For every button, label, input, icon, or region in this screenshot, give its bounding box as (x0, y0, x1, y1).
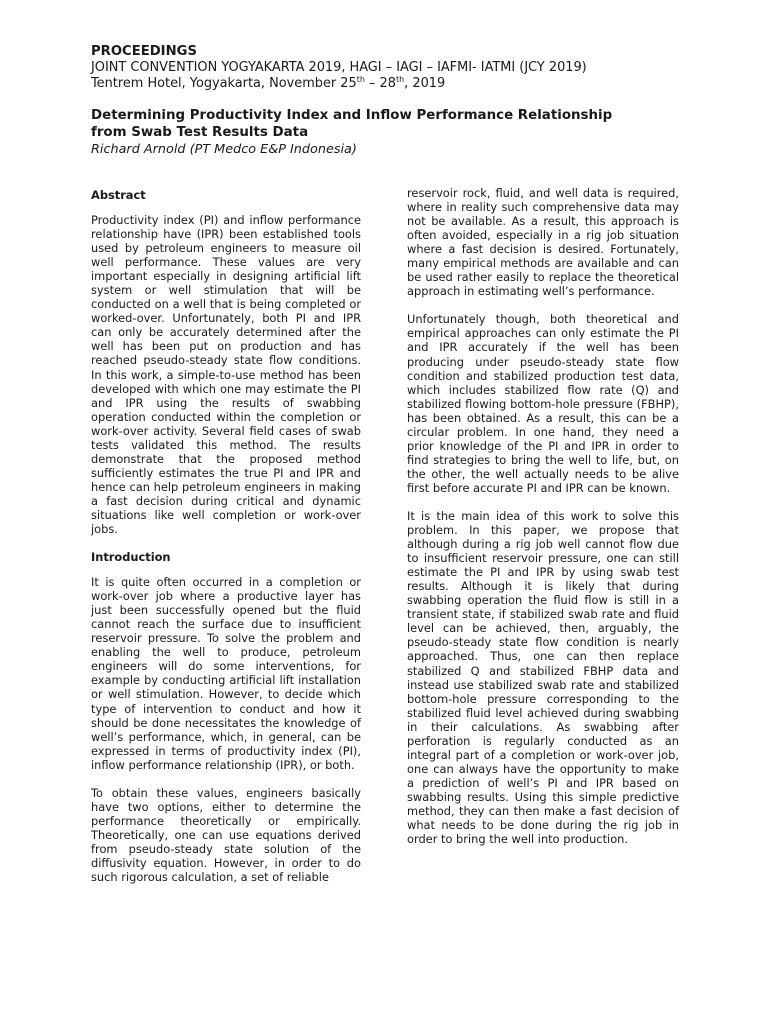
proceedings-label: PROCEEDINGS (91, 44, 197, 59)
body-columns (91, 188, 679, 898)
proceedings-header (91, 44, 679, 92)
paper-author: Richard Arnold (PT Medco E&P Indonesia) (91, 142, 357, 157)
paper-title-line-1: Determining Productivity Index and Inflow Performance Relationship (91, 108, 613, 123)
left-column (91, 188, 361, 898)
conference-name: JOINT CONVENTION YOGYAKARTA 2019, HAGI – IAGI – IAFMI- IATMI (JCY 2019) (91, 60, 587, 75)
intro-paragraph-4: Unfortunately though, both theoretical and empirical approaches can only estimate the PI and IPR accurately if the well has been producing under pseudo-steady state flow condition and stabilized production test data, which includes stabilized flow rate (Q) and stabilized flowing bottom-hole pressure (FBHP), has been obtained. As a result, this can be a circular problem. In one hand, they need a prior knowledge of the PI and IPR in order to find strategies to bring the well to life, but, on the other, the well actually needs to be alive first before accurate PI and IPR can be known. (407, 312, 679, 495)
paper-title (91, 107, 679, 141)
venue-year: , 2019 (404, 76, 446, 91)
conference-venue (91, 76, 679, 92)
venue-date-range: – 28 (364, 76, 396, 91)
intro-paragraph-1: It is quite often occurred in a completion or work-over job where a productive layer has just been successfully opened but the fluid cannot reach the surface due to insufficient reservoir pressure. To solve the problem and enabling the well to produce, petroleum engineers will do some interventions, for example by conducting artificial lift installation or well stimulation. However, to decide which type of intervention to conduct and how it should be done necessitates the knowledge of well’s performance, which, in general, can be expressed in terms of productivity index (PI), inflow performance relationship (IPR), or both. (91, 575, 361, 772)
date-superscript-end: th (395, 75, 405, 84)
intro-paragraph-3: reservoir rock, fluid, and well data is required, where in reality such comprehensive data may not be available. As a result, this approach is often avoided, especially in a rig job situation where a fast decision is desired. Fortunately, many empirical methods are available and can be used rather easily to replace the theoretical approach in estimating well’s performance. (407, 186, 679, 299)
abstract-paragraph: Productivity index (PI) and inflow performance relationship have (IPR) been established tools used by petroleum engineers to measure oil well performance. These values are very important especially in designing artificial lift system or well stimulation that will be conducted on a well that is being completed or worked-over. Unfortunately, both PI and IPR can only be accurately determined after the well has been put on production and has reached pseudo-steady state flow conditions. In this work, a simple-to-use method has been developed with which one may estimate the PI and IPR using the results of swabbing operation conducted within the completion or work-over activity. Several field cases of swab tests validated this method. The results demonstrate that the proposed method sufficiently estimates the true PI and IPR and hence can help petroleum engineers in making a fast decision during critical and dynamic situations like well completion or work-over jobs. (91, 213, 361, 537)
intro-paragraph-2: To obtain these values, engineers basically have two options, either to determine the performance theoretically or empirically. Theoretically, one can use equations derived from pseudo-steady state solution of the diffusivity equation. However, in order to do such rigorous calculation, a set of reliable (91, 785, 361, 885)
introduction-heading: Introduction (91, 550, 171, 565)
abstract-heading: Abstract (91, 188, 146, 202)
right-column (407, 186, 679, 898)
venue-text: Tentrem Hotel, Yogyakarta, November 25 (91, 76, 357, 91)
date-superscript-start: th (356, 75, 365, 84)
paper-title-line-2: from Swab Test Results Data (91, 125, 309, 140)
intro-paragraph-5: It is the main idea of this work to solve this problem. In this paper, we propose that although during a rig job well cannot flow due to insufficient reservoir pressure, one can still estimate the PI and IPR by using swab test results. Although it is likely that during swabbing operation the fluid flow is still in a transient state, if stabilized swab rate and fluid level can be achieved, then, arguably, the pseudo-steady state flow condition is nearly approached. Thus, one can then replace stabilized Q and stabilized FBHP data and instead use stabilized swab rate and stabilized bottom-hole pressure corresponding to the stabilized fluid level achieved during swabbing in their calculations. As swabbing after perforation is regularly conducted as an integral part of a completion or work-over job, one can always have the opportunity to make a prediction of well’s PI and IPR based on swabbing results. Using this simple predictive method, they can then make a fast decision of what needs to be done during the rig job in order to bring the well into production. (407, 508, 679, 847)
